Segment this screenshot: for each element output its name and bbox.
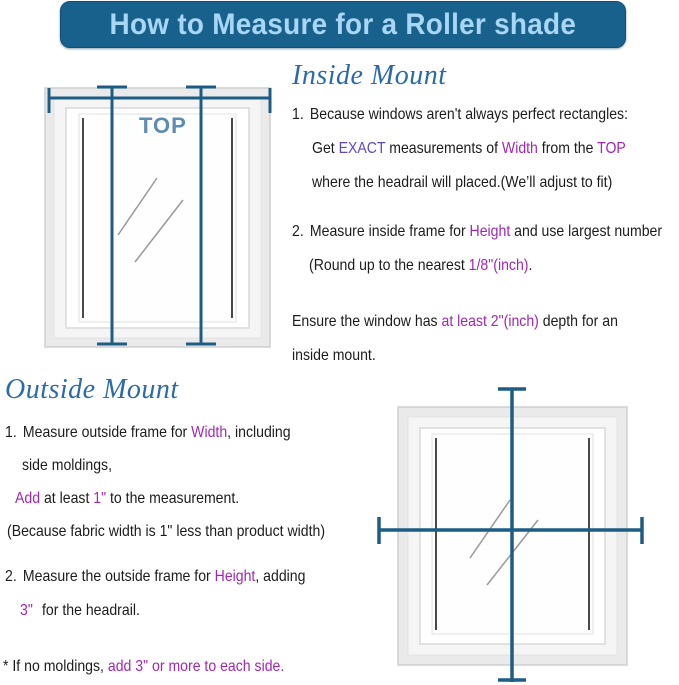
keyword-add: Add (15, 490, 41, 507)
step-number: 2. (292, 223, 304, 240)
keyword-height: Height (214, 568, 256, 585)
keyword-width: Width (501, 140, 538, 157)
keyword-height: Height (469, 223, 511, 240)
step-number: 1. (292, 106, 304, 123)
outside-mount-step-2: 2. Measure the outside frame for Height, adding 3" for the headrail. (5, 568, 306, 619)
outside-mount-heading: Outside Mount (5, 374, 179, 405)
keyword-width: Width (191, 424, 228, 441)
keyword-add-three-inch: add 3" or more to each side. (107, 658, 285, 675)
top-label: TOP (139, 113, 187, 138)
title-banner (60, 1, 626, 48)
keyword-depth: at least 2"(inch) (441, 313, 539, 330)
keyword-top: TOP (597, 140, 626, 157)
window-glass (79, 114, 236, 322)
inside-mount-window-diagram (30, 73, 280, 358)
keyword-one-inch: 1" (93, 490, 107, 507)
inside-mount-step-2: 2. Measure inside frame for Height and use largest number (Round up to the nearest 1/8"(inch). (292, 223, 663, 274)
outside-mount-step-1: 1. Measure outside frame for Width, including side moldings, Add at least 1" to the measurement. (Because fabric width is 1" less than product width) (5, 424, 326, 540)
inside-mount-heading: Inside Mount (292, 60, 447, 91)
keyword-exact: EXACT (338, 140, 386, 157)
keyword-eighth-inch: 1/8"(inch) (468, 257, 529, 274)
keyword-three-inch: 3" (20, 602, 33, 619)
step-number: 1. (5, 424, 17, 441)
outside-mount-moldings-note: * If no moldings, add 3" or more to each side. (3, 658, 285, 675)
inside-mount-step-1: 1. Because windows aren't always perfect rectangles: Get EXACT measurements of Width from the TOP where the headrail will placed.(We’ll adjust to fit) (292, 106, 628, 191)
outside-mount-window-diagram (370, 378, 655, 685)
step-number: 2. (5, 568, 17, 585)
page-title: How to Measure for a Roller shade (109, 7, 577, 41)
inside-mount-depth-note: Ensure the window has at least 2"(inch) depth for an inside mount. (292, 313, 618, 364)
